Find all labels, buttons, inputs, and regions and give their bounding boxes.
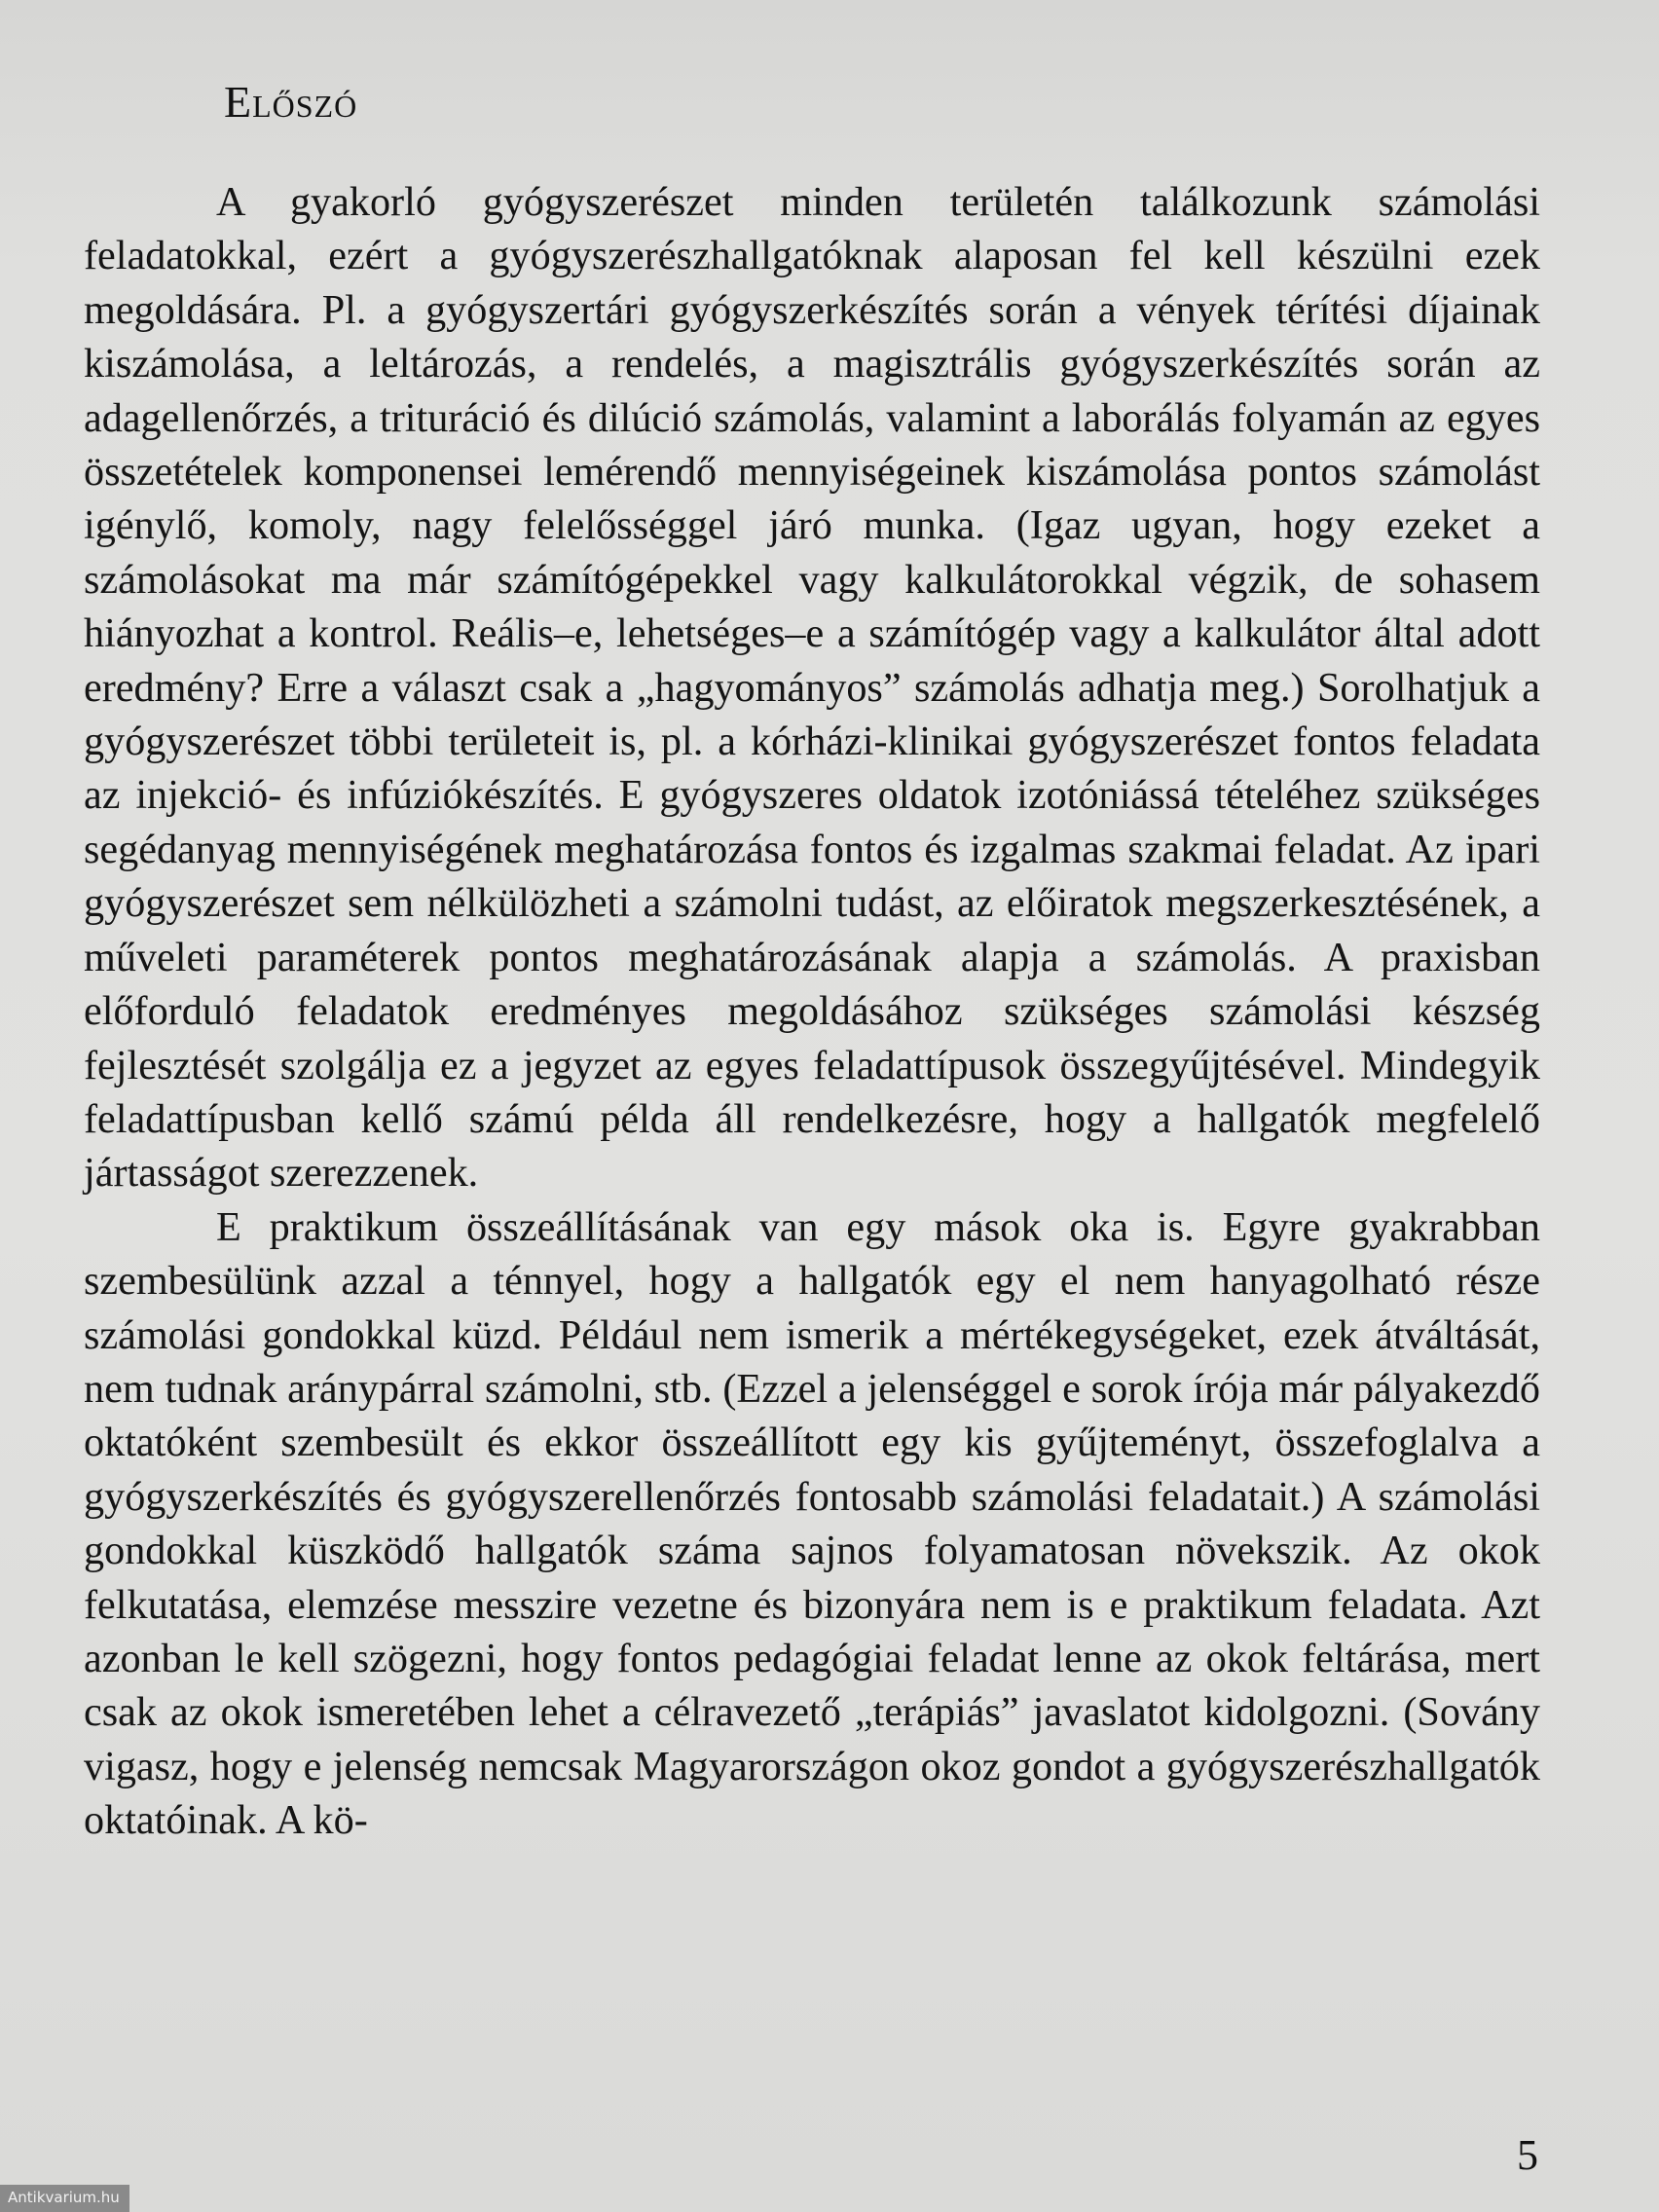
body-text: [84, 175, 1540, 1848]
page-number: 5: [1517, 2131, 1538, 2179]
paragraph-2: E praktikum összeállításának van egy mások oka is. Egyre gyakrabban szembesülünk azzal a ténnyel, hogy a hallgatók egy el nem hanyagolható része számolási gondokkal küzd. Például nem ismerik a mértékegységeket, ezek átváltását, nem tudnak aránypárral számolni, stb. (Ezzel a jelenséggel e sorok írója már pályakezdő oktatóként szembesült és ekkor összeállított egy kis gyűjteményt, összefoglalva a gyógyszerkészítés és gyógyszerellenőrzés fontosabb számolási feladatait.) A számolási gondokkal küszködő hallgatók száma sajnos folyamatosan növekszik. Az okok felkutatása, elemzése messzire vezetne és bizonyára nem is e praktikum feladata. Azt azonban le kell szögezni, hogy fontos pedagógiai feladat lenne az okok feltárása, mert csak az okok ismeretében lehet a célravezető „terápiás” javaslatot kidolgozni. (Sovány vigasz, hogy e jelenség nemcsak Magyarországon okoz gondot a gyógyszerészhallgatók oktatóinak. A kö-: [84, 1203, 1540, 1844]
watermark-label: Antikvarium.hu: [0, 2185, 129, 2212]
paragraph-1: A gyakorló gyógyszerészet minden területén találkozunk számolási feladatokkal, ezért a gyógyszerészhallgatóknak alaposan fel kell készülni ezek megoldására. Pl. a gyógyszertári gyógyszerkészítés során a vények térítési díjainak kiszámolása, a leltározás, a rendelés, a magisztrális gyógyszerkészítés során az adagellenőrzés, a trituráció és dilúció számolás, valamint a laborálás folyamán az egyes összetételek komponensei lemérendő mennyiségeinek kiszámolása pontos számolást igénylő, komoly, nagy felelősséggel járó munka. (Igaz ugyan, hogy ezeket a számolásokat ma már számítógépekkel vagy kalkulátorokkal végzik, de sohasem hiányozhat a kontrol. Reális–e, lehetséges–e a számítógép vagy a kalkulátor által adott eredmény? Erre a választ csak a „hagyományos” számolás adhatja meg.) Sorolhatjuk a gyógyszerészet többi területeit is, pl. a kórházi-klinikai gyógyszerészet fontos feladata az injekció- és infúziókészítés. E gyógyszeres oldatok izotóniássá tételéhez szükséges segédanyag mennyiségének meghatározása fontos és izgalmas szakmai feladat. Az ipari gyógyszerészet sem nélkülözheti a számolni tudást, az előiratok megszerkesztésének, a műveleti paraméterek pontos meghatározásának alapja a számolás. A praxisban előforduló feladatok eredményes megoldásához szükséges számolási készség fejlesztését szolgálja ez a jegyzet az egyes feladattípusok összegyűjtésével. Mindegyik feladattípusban kellő számú példa áll rendelkezésre, hogy a hallgatók megfelelő jártasságot szerezzenek.: [84, 179, 1540, 1197]
chapter-heading: Előszó: [224, 77, 358, 127]
